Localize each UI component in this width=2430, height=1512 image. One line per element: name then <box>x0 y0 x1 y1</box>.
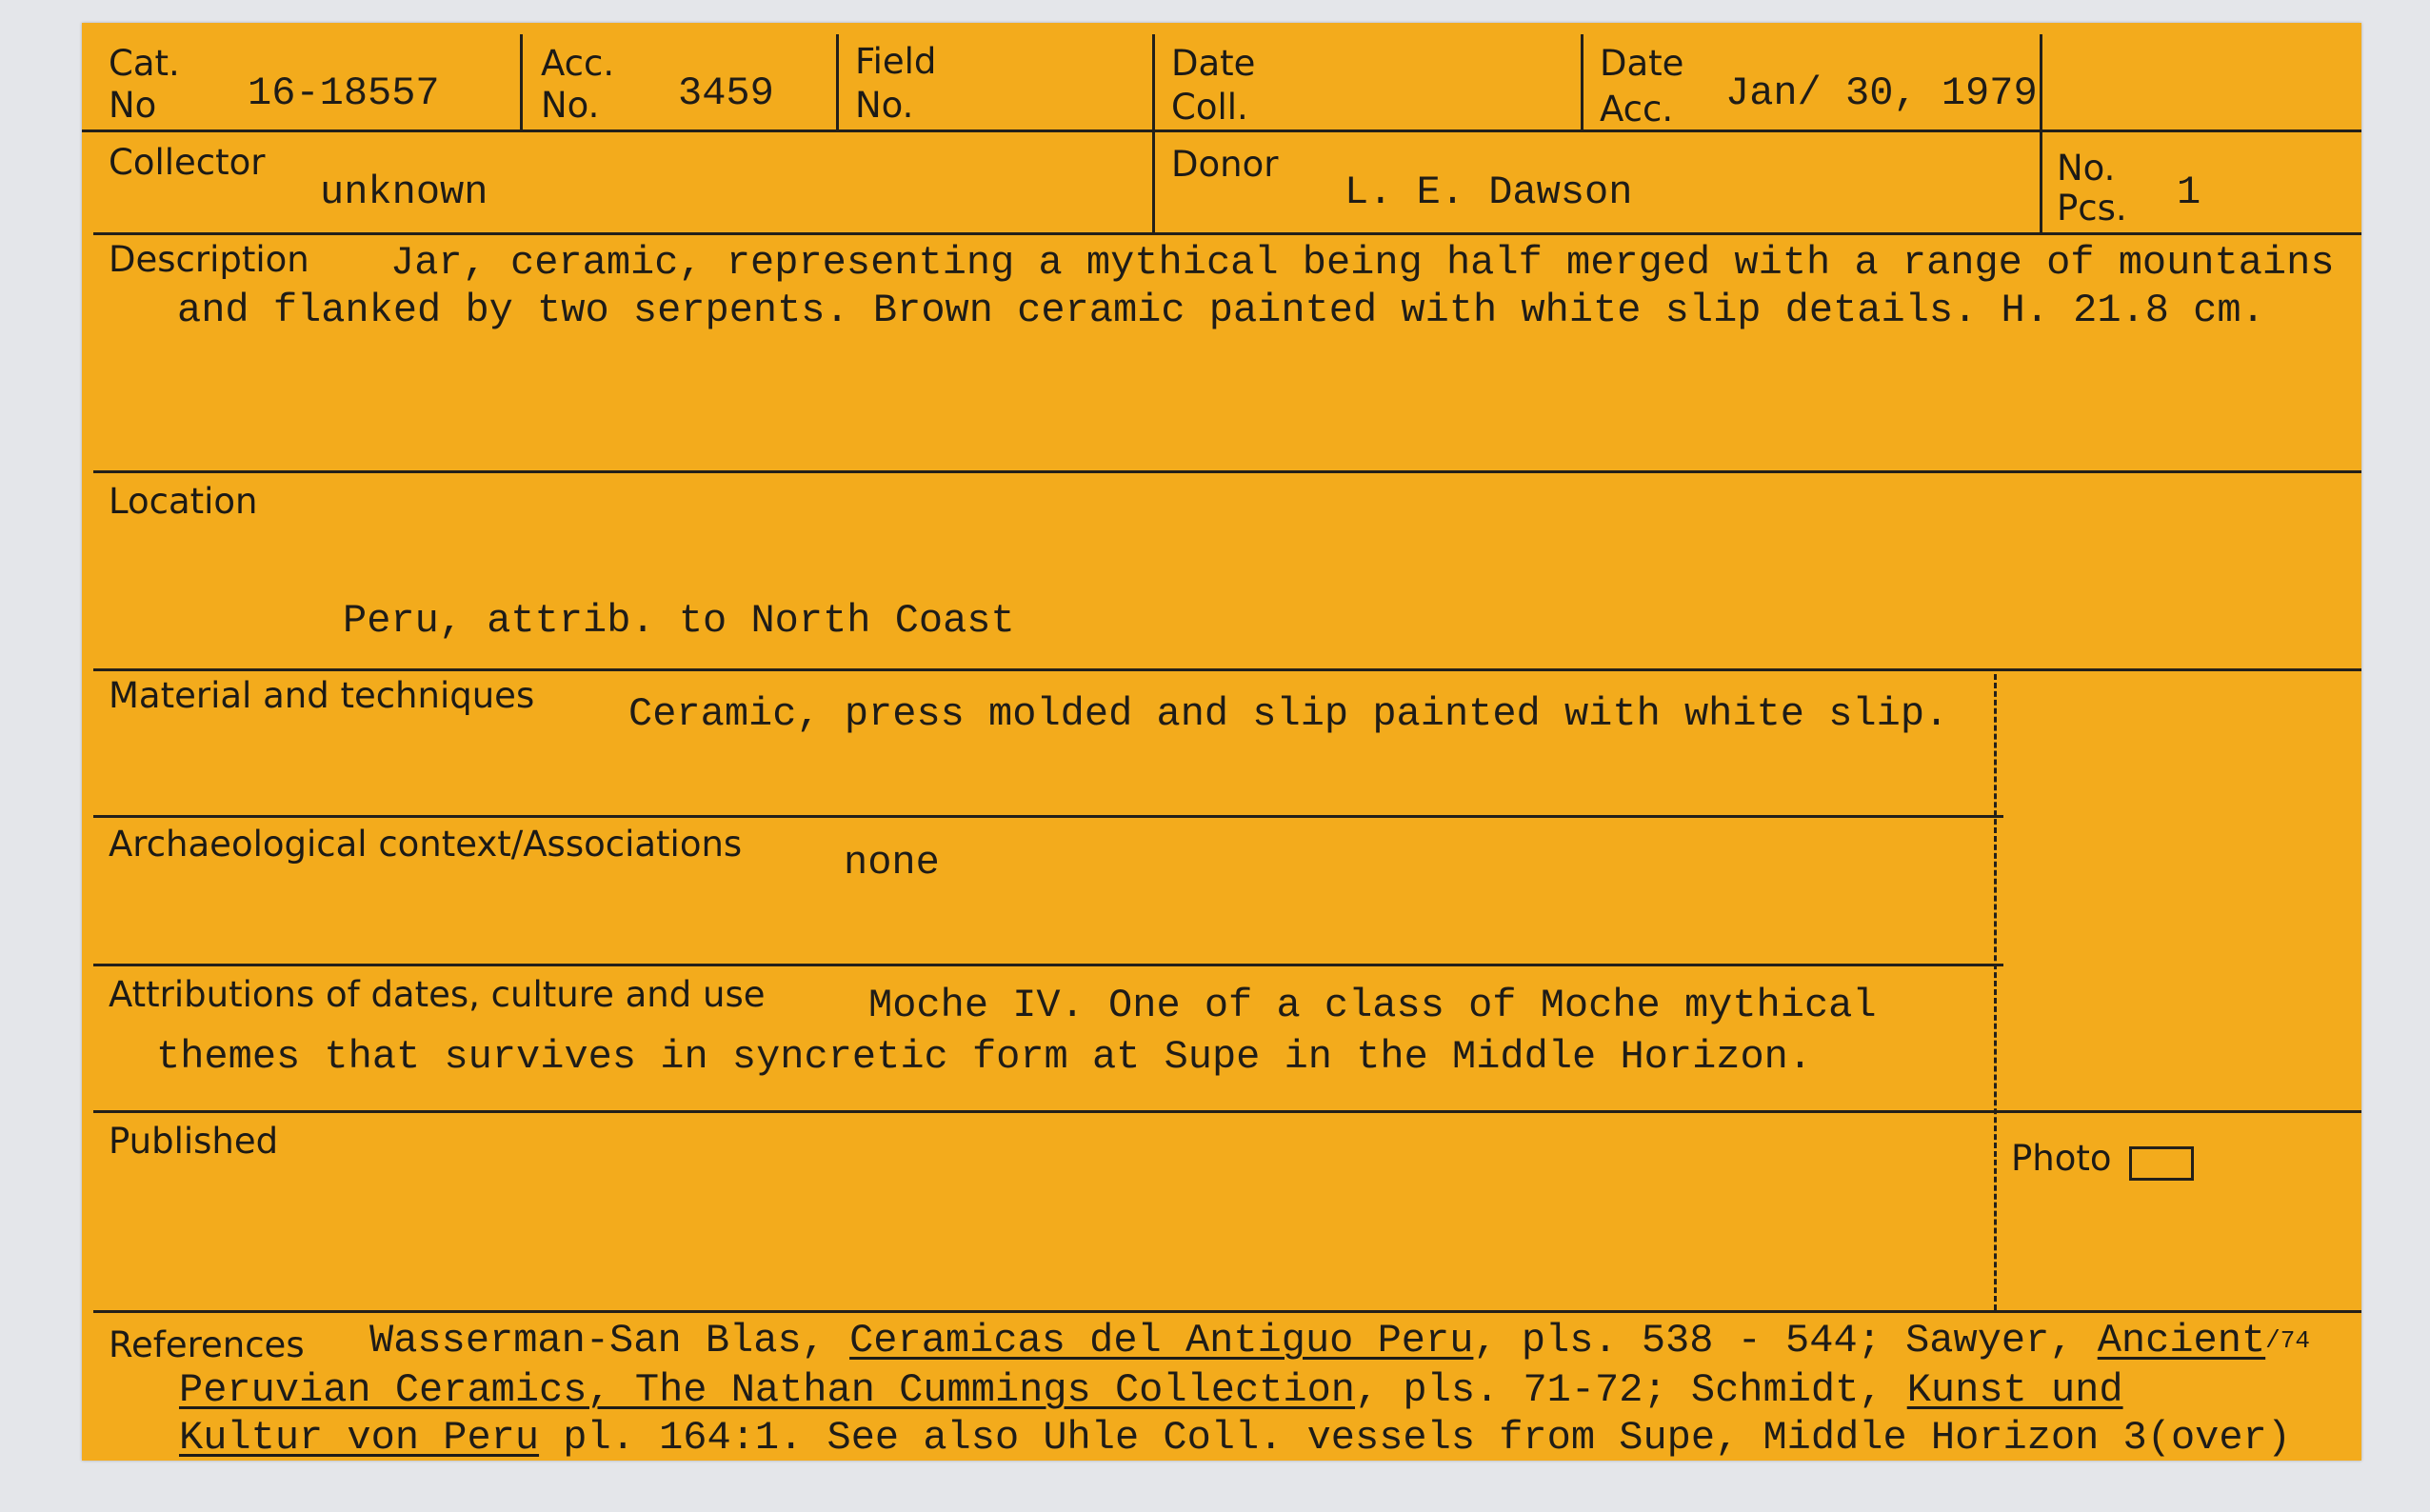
photo-label: Photo <box>2011 1138 2112 1179</box>
attributions-line-1: Moche IV. One of a class of Moche mythical <box>868 983 1877 1028</box>
catalog-number: 16-18557 <box>248 70 440 116</box>
description-line-2: and flanked by two serpents. Brown ceramic painted with white slip details. H. 21.8 cm. <box>177 288 2265 333</box>
date-coll-label-bottom: Coll. <box>1171 87 1248 128</box>
reference-title-kunst: Kunst und <box>1906 1367 2123 1413</box>
date-coll-label-top: Date <box>1171 43 1256 84</box>
reference-title-ancient: Ancient <box>2097 1318 2266 1363</box>
donor-label: Donor <box>1171 144 1279 185</box>
divider-acc-field <box>836 34 839 131</box>
reference-text: , pls. 538 - 544; Sawyer, <box>1473 1318 2098 1363</box>
reference-note: /74 <box>2265 1326 2310 1355</box>
cat-label-top: Cat. <box>109 43 180 84</box>
photo-checkbox[interactable] <box>2129 1146 2194 1181</box>
divider-header <box>82 129 2361 132</box>
reference-title-kultur: Kultur von Peru <box>179 1415 540 1461</box>
divider-description <box>93 470 2361 473</box>
divider-field-date <box>1152 34 1155 234</box>
divider-context <box>93 964 2003 966</box>
divider-dateacc-right <box>2040 34 2042 234</box>
published-label: Published <box>109 1121 279 1162</box>
date-acc-label-bottom: Acc. <box>1600 89 1674 129</box>
location-label: Location <box>109 481 258 522</box>
accession-number: 3459 <box>678 70 774 116</box>
divider-datecoll-dateacc <box>1581 34 1583 131</box>
acc-label-top: Acc. <box>541 43 615 84</box>
divider-material <box>93 815 2003 818</box>
references-line-3 <box>179 1413 2291 1461</box>
collector-value: unknown <box>320 169 488 215</box>
divider-collector <box>93 232 2361 235</box>
divider-attributions <box>93 1110 2361 1113</box>
divider-location <box>93 668 2361 671</box>
reference-title-ceramicas: Ceramicas del Antiguo Peru <box>849 1318 1474 1363</box>
references-label: References <box>109 1324 305 1365</box>
catalog-card <box>82 23 2361 1461</box>
references-line-2 <box>179 1365 2123 1415</box>
description-label: Description <box>109 239 309 280</box>
pieces-label-bottom: Pcs. <box>2057 188 2127 229</box>
divider-published <box>93 1310 2361 1313</box>
reference-text: Wasserman-San Blas, <box>369 1318 850 1363</box>
dashed-divider-photo <box>1994 674 1997 1310</box>
reference-title-peruvian-ceramics: Peruvian Ceramics, The Nathan Cummings Collection <box>179 1367 1356 1413</box>
pieces-label-top: No. <box>2057 148 2116 189</box>
donor-value: L. E. Dawson <box>1344 169 1633 215</box>
material-value: Ceramic, press molded and slip painted with white slip. <box>628 691 1949 737</box>
field-label-bottom: No. <box>855 85 914 126</box>
context-label: Archaeological context/Associations <box>109 824 743 865</box>
field-label-top: Field <box>855 41 937 82</box>
collector-label: Collector <box>109 142 266 183</box>
date-acc-label-top: Date <box>1600 43 1684 84</box>
attributions-line-2: themes that survives in syncretic form at Supe in the Middle Horizon. <box>156 1034 1813 1080</box>
reference-text: pl. 164:1. See also Uhle Coll. vessels from Supe, Middle Horizon 3(over) <box>539 1415 2291 1461</box>
attributions-label: Attributions of dates, culture and use <box>109 974 766 1015</box>
reference-text: , pls. 71-72; Schmidt, <box>1355 1367 1907 1413</box>
cat-label-bottom: No <box>109 85 157 126</box>
divider-cat-acc <box>520 34 523 131</box>
date-accessioned: Jan/ 30, 1979 <box>1725 70 2038 116</box>
acc-label-bottom: No. <box>541 85 600 126</box>
context-value: none <box>844 840 940 885</box>
location-value: Peru, attrib. to North Coast <box>343 598 1015 644</box>
material-label: Material and techniques <box>109 675 535 716</box>
description-line-1: Jar, ceramic, representing a mythical being half merged with a range of mountains <box>390 240 2335 286</box>
pieces-value: 1 <box>2177 169 2201 215</box>
references-line-1 <box>369 1316 2310 1365</box>
